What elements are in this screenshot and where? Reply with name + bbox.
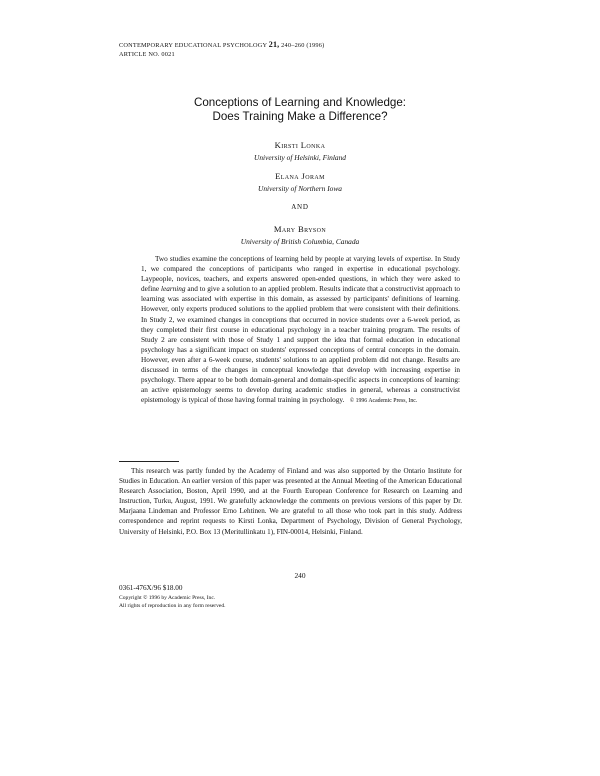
journal-header [119,40,324,50]
footnote: This research was partly funded by the Academy of Finland and was also supported by the Ontario Institute for Studies in Education. An earlier version of this paper was presented at the Annual Meeting of the American Educational Research Association, Boston, April 1990, and at the Fourth European Conference for Research on Learning and Instruction, Turku, August, 1991. We gratefully acknowledge the comments on previous versions of this paper by Dr. Marjaana Lindeman and Professor Erno Lehtinen. We are grateful to all those who took part in this study. Address correspondence and reprint requests to Kirsti Lonka, Department of Psychology, Division of General Psychology, University of Helsinki, P.O. Box 13 (Meritullinkatu 1), FIN-00014, Helsinki, Finland. [119,467,462,536]
article-number: ARTICLE NO. 0021 [119,51,175,58]
author-affiliation: University of British Columbia, Canada [240,237,360,246]
author-name: Elana Joram [275,171,325,181]
paper-title-line-2: Does Training Make a Difference? [212,110,388,123]
reproduction-rights: All rights of reproduction in any form reserved. [119,603,226,609]
journal-volume: 21, [268,40,280,49]
footnote-rule [119,461,179,462]
journal-pages: 240–260 (1996) [281,42,325,49]
abstract-copyright: © 1996 Academic Press, Inc. [349,398,418,405]
author-conjunction: AND [291,203,309,211]
abstract-text: Two studies examine the conceptions of learning held by people at varying levels of expertise. In Study 1, we compared the conceptions of participants who ranged in expertise in educational psychology. Laypeople, novices, teachers, and experts answered open-ended questions, in which they were asked to define [141,255,460,294]
author-name: Kirsti Lonka [274,140,326,150]
author-name: Mary Bryson [273,224,327,234]
abstract [141,254,460,406]
author-affiliation: University of Northern Iowa [258,184,342,193]
publisher-copyright: Copyright © 1996 by Academic Press, Inc. [119,595,216,601]
abstract-emphasis: learning [160,285,186,294]
abstract-text: and to give a solution to an applied problem. Results indicate that a constructivist approach to learning was associated with expertise in this domain, as assessed by participants' definitions of learning. However, only experts produced solutions to the applied problem that were consistent with their definitions. In Study 2, we examined changes in conceptions that occurred in novice students over a 6-week period, as they completed their first course in educational psychology in a teacher training program. The results of Study 2 are consistent with those of Study 1 and support the idea that formal education in educational psychology has a significant impact on students' expressed conceptions of central concepts in the domain. However, even after a 6-week course, students' solutions to an applied problem did not change. Results are discussed in terms of the changes in conceptual knowledge that develop with increasing expertise in psychology. There appear to be both domain-general and domain-specific aspects in conceptions of learning: an active epistemology seems to develop during academic studies in general, whereas a constructivist epistemology is typical of those having formal training in psychology. [141,285,460,405]
page-number: 240 [294,571,306,580]
issn-price: 0361-476X/96 $18.00 [119,584,183,592]
author-affiliation: University of Helsinki, Finland [254,153,346,162]
journal-name: CONTEMPORARY EDUCATIONAL PSYCHOLOGY [119,42,267,49]
paper-title-line-1: Conceptions of Learning and Knowledge: [193,96,407,109]
